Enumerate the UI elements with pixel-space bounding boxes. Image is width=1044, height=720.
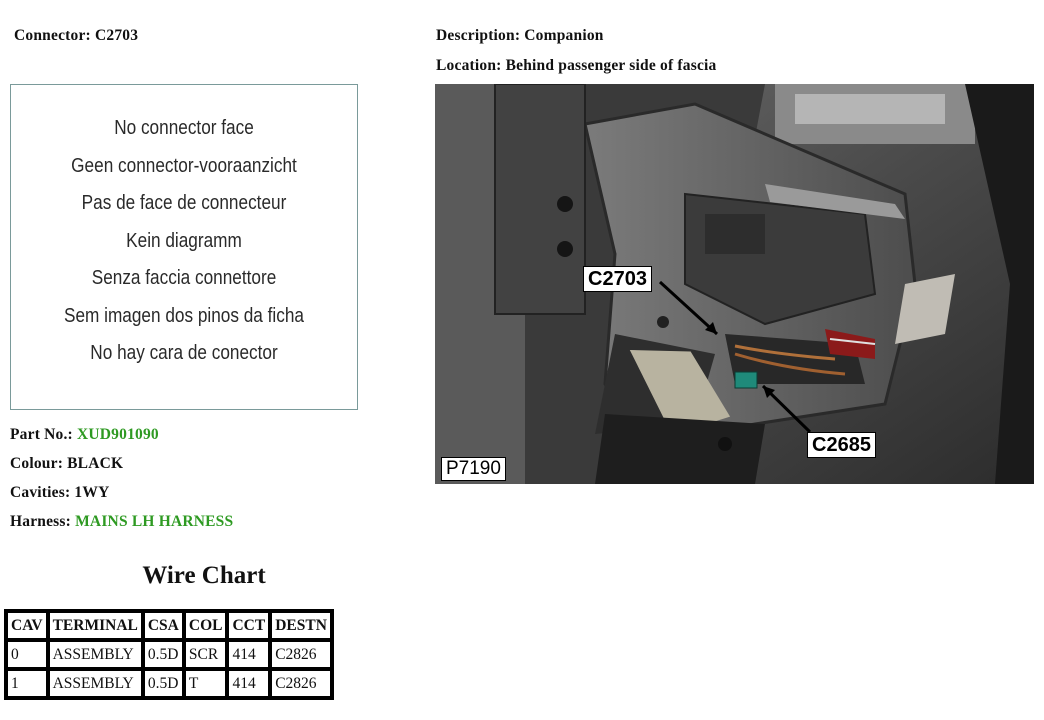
cavities-field [10, 484, 109, 502]
face-line: Geen connector-vooraanzicht [71, 154, 297, 177]
table-cell: T [184, 669, 228, 698]
face-line: Kein diagramm [126, 229, 242, 252]
face-line: No hay cara de conector [90, 342, 278, 364]
part-number-label: Part No.: [10, 426, 73, 443]
table-cell: 0.5D [143, 640, 184, 669]
connector-field [14, 27, 138, 45]
table-cell: C2826 [270, 669, 332, 698]
wire-chart-title: Wire Chart [142, 562, 266, 589]
connector-face-text [11, 113, 357, 376]
description-value: Companion [524, 27, 604, 44]
table-cell: SCR [184, 640, 228, 669]
table-cell: 414 [227, 640, 270, 669]
location-photo [435, 84, 1034, 484]
column-header: COL [184, 611, 228, 640]
colour-value: BLACK [67, 455, 124, 472]
location-value: Behind passenger side of fascia [505, 57, 717, 74]
table-cell: C2826 [270, 640, 332, 669]
column-header: TERMINAL [48, 611, 143, 640]
face-line: Pas de face de connecteur [81, 192, 287, 214]
table-cell: 414 [227, 669, 270, 698]
connector-label: Connector: [14, 27, 91, 44]
colour-field [10, 455, 123, 473]
description-field [436, 27, 604, 45]
harness-label: Harness: [10, 513, 72, 530]
harness-link[interactable]: MAINS LH HARNESS [75, 513, 234, 530]
face-line: No connector face [114, 117, 254, 139]
part-number-link[interactable]: XUD901090 [77, 426, 159, 443]
photo-reference: P7190 [441, 457, 506, 481]
table-cell: 0 [6, 640, 48, 669]
location-label: Location: [436, 57, 502, 74]
face-line: Sem imagen dos pinos da ficha [64, 304, 304, 327]
colour-label: Colour: [10, 455, 64, 472]
cavities-value: 1WY [74, 484, 110, 501]
column-header: DESTN [270, 611, 332, 640]
connector-face-panel [10, 84, 358, 410]
table-cell: ASSEMBLY [48, 669, 143, 698]
photo-illustration [435, 84, 1034, 484]
table-row [6, 640, 332, 669]
column-header: CCT [227, 611, 270, 640]
table-row [6, 669, 332, 698]
callout-c2703: C2703 [583, 266, 652, 292]
table-cell: ASSEMBLY [48, 640, 143, 669]
column-header: CSA [143, 611, 184, 640]
connector-value: C2703 [94, 27, 139, 44]
wire-chart-table [4, 609, 334, 700]
cavities-label: Cavities: [10, 484, 71, 501]
table-header-row [6, 611, 332, 640]
callout-c2685: C2685 [807, 432, 876, 458]
face-line: Senza faccia connettore [91, 267, 277, 289]
column-header: CAV [6, 611, 48, 640]
table-cell: 1 [6, 669, 48, 698]
part-number-field [10, 426, 159, 444]
description-label: Description: [436, 27, 521, 44]
table-cell: 0.5D [143, 669, 184, 698]
harness-field [10, 513, 233, 531]
location-field [436, 57, 717, 75]
